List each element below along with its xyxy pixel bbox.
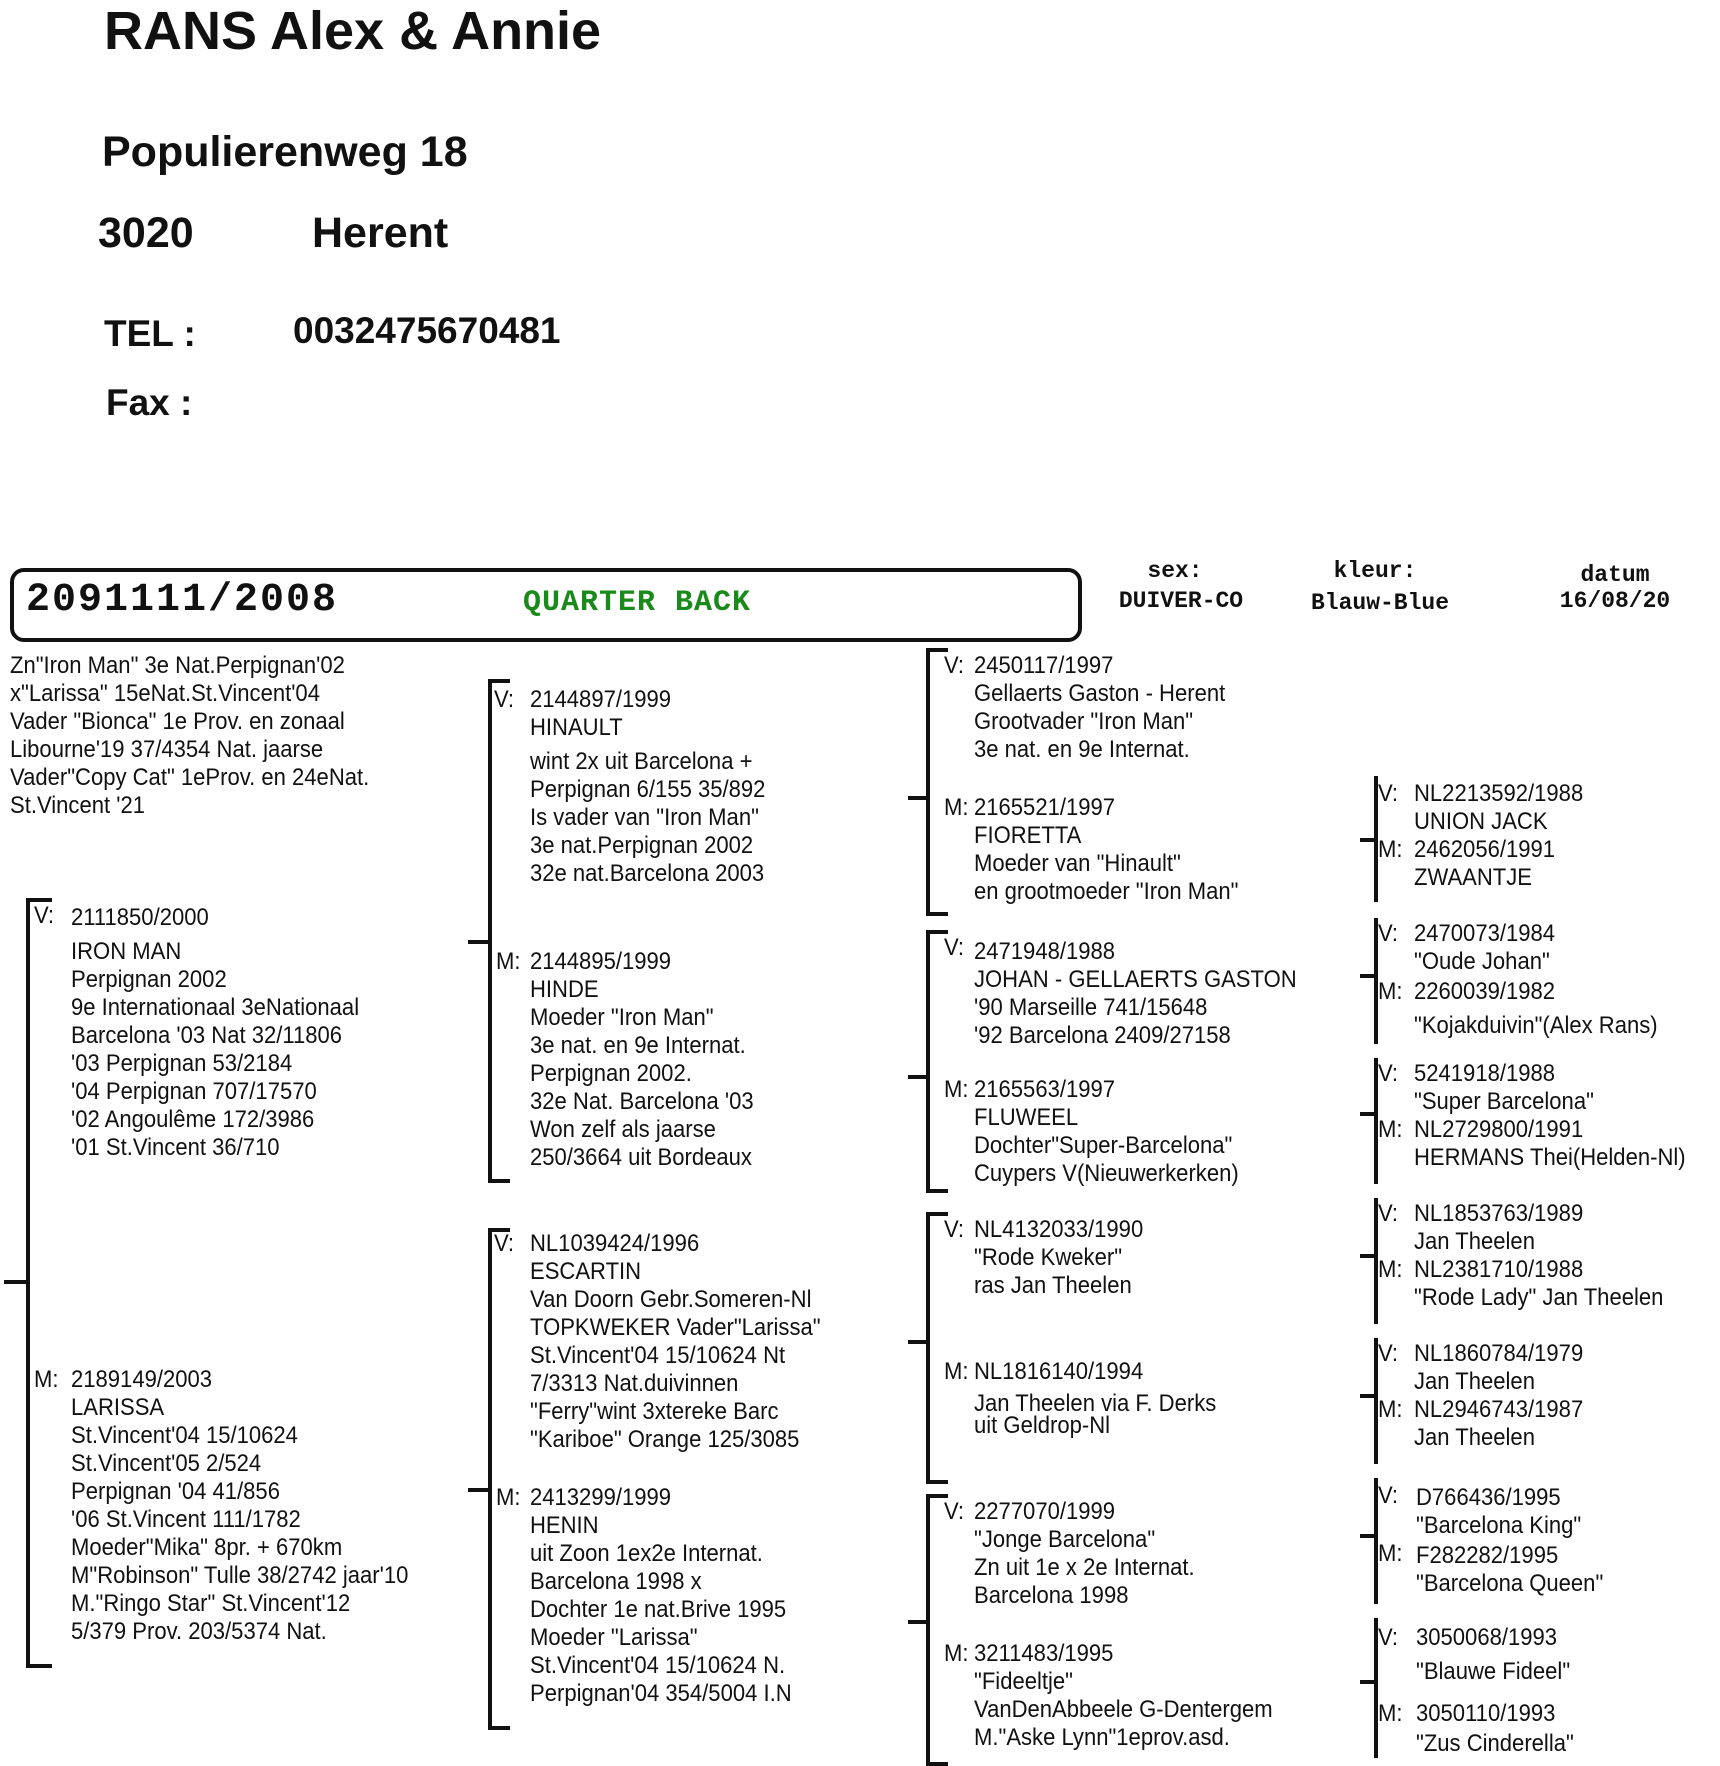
g3-ring: 3211483/1995: [974, 1640, 1114, 1667]
g2-line: Is vader van "Iron Man": [530, 804, 759, 831]
bracket-g3-3: [926, 1212, 948, 1484]
g2-line: 32e nat.Barcelona 2003: [530, 860, 765, 887]
g1-sire-line: '02 Angoulême 172/3986: [71, 1106, 315, 1133]
g4-line: UNION JACK: [1414, 808, 1548, 835]
g2-line: Barcelona 1998 x: [530, 1568, 702, 1595]
tel-number: 0032475670481: [293, 310, 561, 351]
g3-line: FLUWEEL: [974, 1104, 1079, 1131]
g3-ring: 2450117/1997: [974, 652, 1114, 679]
g4-tag: V:: [1378, 920, 1399, 947]
g4-tag: V:: [1378, 780, 1399, 807]
g1-dam-line: M"Robinson" Tulle 38/2742 jaar'10: [71, 1562, 409, 1589]
g4-tag: V:: [1378, 1624, 1399, 1651]
g4-entry: [1414, 1060, 1594, 1116]
g4-entry: [1414, 836, 1555, 892]
g4-line: ZWAANTJE: [1414, 864, 1533, 891]
note-line: Vader"Copy Cat" 1eProv. en 24eNat.: [10, 764, 370, 791]
tick-g3-3: [908, 1340, 928, 1344]
g3-line: 3e nat. en 9e Internat.: [974, 736, 1190, 763]
tick-g4-5: [1360, 1394, 1376, 1398]
g3-tag: M:: [944, 1640, 969, 1667]
note-line: x"Larissa" 15eNat.St.Vincent'04: [10, 680, 320, 707]
g1-sire-line: Barcelona '03 Nat 32/11806: [71, 1022, 343, 1049]
fax-label: Fax :: [106, 382, 193, 423]
tick-root: [4, 1280, 30, 1284]
g3-line: Moeder van "Hinault": [974, 850, 1181, 877]
g3-ring: 2471948/1988: [974, 938, 1116, 965]
g3-line: Dochter"Super-Barcelona": [974, 1132, 1233, 1159]
g3-ring: NL4132033/1990: [974, 1216, 1144, 1243]
g2-line: TOPKWEKER Vader"Larissa": [530, 1314, 821, 1341]
g4-line: "Oude Johan": [1414, 948, 1550, 975]
g2-entry: [530, 1230, 821, 1454]
g1-sire-line: '03 Perpignan 53/2184: [71, 1050, 293, 1077]
tick-g4-1: [1360, 838, 1376, 842]
g2-line: Dochter 1e nat.Brive 1995: [530, 1596, 787, 1623]
g2-tag: M:: [496, 948, 521, 975]
g4-ring: 2462056/1991: [1414, 836, 1556, 863]
g4-tag: M:: [1378, 836, 1403, 863]
g4-tag: V:: [1378, 1482, 1399, 1509]
g4-entry: [1414, 1256, 1663, 1312]
color-value: Blauw-Blue: [1310, 590, 1450, 616]
g3-line: uit Geldrop-Nl: [974, 1412, 1111, 1439]
g3-ring: 2165521/1997: [974, 794, 1116, 821]
g3-line: FIORETTA: [974, 822, 1082, 849]
tick-g3-4: [908, 1620, 928, 1624]
g3-tag: M:: [944, 1076, 969, 1103]
tick-g4-2: [1360, 974, 1376, 978]
g3-line: Cuypers V(Nieuwerkerken): [974, 1160, 1239, 1187]
g2-entry: [530, 948, 754, 1172]
g4-entry: [1416, 1542, 1603, 1598]
g2-line: 250/3664 uit Bordeaux: [530, 1144, 752, 1171]
g4-line: "Barcelona Queen": [1416, 1570, 1604, 1597]
g3-entry: [974, 1076, 1239, 1188]
g4-ring: 3050110/1993: [1416, 1700, 1556, 1727]
notes: [10, 652, 369, 820]
g3-entry: [974, 1358, 1216, 1440]
g3-tag: V:: [944, 652, 965, 679]
bracket-g3-2: [926, 930, 948, 1193]
tick-g3-2: [908, 1075, 928, 1079]
g2-line: "Kariboe" Orange 125/3085: [530, 1426, 800, 1453]
sex-label: sex:: [1147, 558, 1203, 584]
g1-dam: [71, 1366, 408, 1646]
g2-line: 3e nat. en 9e Internat.: [530, 1032, 746, 1059]
g3-line: Grootvader "Iron Man": [974, 708, 1194, 735]
g4-tag: M:: [1378, 1256, 1403, 1283]
bracket-g2-sire: [488, 679, 510, 1183]
g3-line: '90 Marseille 741/15648: [974, 994, 1208, 1021]
g1-dam-line: 5/379 Prov. 203/5374 Nat.: [71, 1618, 327, 1645]
g3-entry: [974, 794, 1238, 906]
g3-line: Gellaerts Gaston - Herent: [974, 680, 1226, 707]
g1-dam-ring: 2189149/2003: [71, 1366, 213, 1393]
g2-line: 7/3313 Nat.duivinnen: [530, 1370, 739, 1397]
bracket-g2-dam: [488, 1228, 510, 1730]
g4-tag: V:: [1378, 1060, 1399, 1087]
g1-sire-ring: 2111850/2000: [71, 904, 209, 931]
g4-ring: D766436/1995: [1416, 1484, 1561, 1511]
color-label: kleur:: [1333, 558, 1417, 584]
note-line: Zn"Iron Man" 3e Nat.Perpignan'02: [10, 652, 345, 679]
g3-line: "Fideeltje": [974, 1668, 1073, 1695]
g4-ring: 3050068/1993: [1416, 1624, 1558, 1651]
g3-ring: 2277070/1999: [974, 1498, 1116, 1525]
g3-line: "Rode Kweker": [974, 1244, 1123, 1271]
tick-g3-1: [908, 796, 928, 800]
g3-line: Barcelona 1998: [974, 1582, 1129, 1609]
g4-ring: 2260039/1982: [1414, 978, 1556, 1005]
g2-ring: 2144895/1999: [530, 948, 672, 975]
g2-tag: V:: [494, 686, 515, 713]
g2-line: Moeder "Larissa": [530, 1624, 698, 1651]
g3-tag: M:: [944, 1358, 969, 1385]
tick-g4-4: [1360, 1254, 1376, 1258]
g2-line: ESCARTIN: [530, 1258, 642, 1285]
g4-line: "Kojakduivin"(Alex Rans): [1414, 1012, 1658, 1039]
g4-line: "Blauwe Fideel": [1416, 1658, 1571, 1685]
g3-ring: NL1816140/1994: [974, 1358, 1144, 1385]
g3-entry: [974, 652, 1225, 764]
owner-street: Populierenweg 18: [102, 128, 468, 176]
g1-dam-line: St.Vincent'04 15/10624: [71, 1422, 298, 1449]
g3-tag: V:: [944, 934, 965, 961]
g1-sire: [71, 904, 359, 1162]
g3-line: Jan Theelen via F. Derks: [974, 1390, 1217, 1417]
g4-line: "Zus Cinderella": [1416, 1730, 1574, 1757]
g4-entry: [1414, 1200, 1583, 1256]
g1-sire-line: Perpignan 2002: [71, 966, 227, 993]
g4-tag: M:: [1378, 1396, 1403, 1423]
note-line: St.Vincent '21: [10, 792, 145, 819]
g1-dam-line: St.Vincent'05 2/524: [71, 1450, 262, 1477]
g2-ring: NL1039424/1996: [530, 1230, 700, 1257]
g3-line: VanDenAbbeele G-Dentergem: [974, 1696, 1273, 1723]
owner-city: Herent: [312, 209, 449, 257]
g3-line: '92 Barcelona 2409/27158: [974, 1022, 1231, 1049]
g4-tag: M:: [1378, 1116, 1403, 1143]
g4-ring: 2470073/1984: [1414, 920, 1556, 947]
g4-entry: [1416, 1484, 1581, 1540]
tick-g2-dam: [468, 1488, 490, 1492]
g3-entry: [974, 938, 1297, 1050]
tick-g4-3: [1360, 1112, 1376, 1116]
g2-line: uit Zoon 1ex2e Internat.: [530, 1540, 763, 1567]
g4-line: "Super Barcelona": [1414, 1088, 1594, 1115]
g1-dam-line: Moeder"Mika" 8pr. + 670km: [71, 1534, 343, 1561]
g3-ring: 2165563/1997: [974, 1076, 1116, 1103]
g4-ring: NL2381710/1988: [1414, 1256, 1584, 1283]
g2-entry: [530, 1484, 792, 1708]
g4-ring: F282282/1995: [1416, 1542, 1559, 1569]
g1-sire-tag: V:: [34, 902, 55, 929]
g1-dam-line: LARISSA: [71, 1394, 165, 1421]
g4-ring: NL1853763/1989: [1414, 1200, 1584, 1227]
g4-line: "Barcelona King": [1416, 1512, 1582, 1539]
g2-line: Van Doorn Gebr.Someren-Nl: [530, 1286, 812, 1313]
owner-postcode: 3020: [98, 209, 194, 257]
g4-entry: [1414, 1340, 1583, 1396]
g1-dam-line: '06 St.Vincent 111/1782: [71, 1506, 301, 1533]
g2-line: HINDE: [530, 976, 599, 1003]
g3-line: en grootmoeder "Iron Man": [974, 878, 1239, 905]
g3-line: "Jonge Barcelona": [974, 1526, 1156, 1553]
g4-tag: V:: [1378, 1200, 1399, 1227]
g3-entry: [974, 1640, 1273, 1752]
g3-line: M."Aske Lynn"1eprov.asd.: [974, 1724, 1230, 1751]
g2-line: 3e nat.Perpignan 2002: [530, 832, 754, 859]
g4-line: Jan Theelen: [1414, 1228, 1535, 1255]
note-line: Vader "Bionca" 1e Prov. en zonaal: [10, 708, 345, 735]
owner-name: RANS Alex & Annie: [104, 1, 602, 61]
g4-line: HERMANS Thei(Helden-Nl): [1414, 1144, 1686, 1171]
g1-sire-line: IRON MAN: [71, 938, 182, 965]
g3-tag: V:: [944, 1498, 965, 1525]
g4-line: "Rode Lady" Jan Theelen: [1414, 1284, 1664, 1311]
tel-label: TEL :: [104, 313, 196, 354]
g4-line: Jan Theelen: [1414, 1368, 1535, 1395]
bird-name: QUARTER BACK: [523, 586, 752, 620]
g1-dam-tag: M:: [34, 1366, 59, 1393]
g4-ring: NL1860784/1979: [1414, 1340, 1584, 1367]
g1-sire-line: 9e Internationaal 3eNationaal: [71, 994, 360, 1021]
g2-line: HINAULT: [530, 714, 623, 741]
g4-tag: V:: [1378, 1340, 1399, 1367]
g2-line: Perpignan 6/155 35/892: [530, 776, 766, 803]
g2-line: Perpignan 2002.: [530, 1060, 692, 1087]
sex-value: DUIVER-CO: [1118, 588, 1244, 614]
g2-line: Won zelf als jaarse: [530, 1116, 716, 1143]
tick-g2-sire: [468, 940, 490, 944]
g2-line: "Ferry"wint 3xtereke Barc: [530, 1398, 779, 1425]
g3-tag: V:: [944, 1216, 965, 1243]
note-line: Libourne'19 37/4354 Nat. jaarse: [10, 736, 324, 763]
bracket-g3-1: [926, 648, 948, 916]
g2-line: wint 2x uit Barcelona +: [530, 748, 753, 775]
g3-line: JOHAN - GELLAERTS GASTON: [974, 966, 1297, 993]
g3-entry: [974, 1216, 1143, 1300]
g2-line: HENIN: [530, 1512, 599, 1539]
g1-sire-line: '01 St.Vincent 36/710: [71, 1134, 280, 1161]
g2-entry: [530, 686, 765, 888]
g3-line: Zn uit 1e x 2e Internat.: [974, 1554, 1195, 1581]
g3-line: ras Jan Theelen: [974, 1272, 1132, 1299]
g1-dam-line: Perpignan '04 41/856: [71, 1478, 280, 1505]
g1-dam-line: M."Ringo Star" St.Vincent'12: [71, 1590, 351, 1617]
g4-entry: [1414, 920, 1555, 976]
date-label: datum: [1580, 562, 1650, 588]
g4-entry: [1416, 1700, 1574, 1758]
g2-line: 32e Nat. Barcelona '03: [530, 1088, 754, 1115]
g4-entry: [1414, 1116, 1686, 1172]
bird-ring: 2091111/2008: [26, 578, 339, 623]
g1-sire-line: '04 Perpignan 707/17570: [71, 1078, 317, 1105]
g4-tag: M:: [1378, 978, 1403, 1005]
g4-entry: [1414, 1396, 1583, 1452]
g4-ring: NL2213592/1988: [1414, 780, 1584, 807]
g4-tag: M:: [1378, 1540, 1403, 1567]
g4-line: Jan Theelen: [1414, 1424, 1535, 1451]
date-value: 16/08/20: [1559, 588, 1671, 614]
g3-entry: [974, 1498, 1195, 1610]
g2-tag: V:: [494, 1230, 515, 1257]
g3-tag: M:: [944, 794, 969, 821]
tick-g4-6: [1360, 1534, 1376, 1538]
g4-entry: [1414, 780, 1583, 836]
g2-line: St.Vincent'04 15/10624 N.: [530, 1652, 786, 1679]
g2-line: St.Vincent'04 15/10624 Nt: [530, 1342, 786, 1369]
g2-tag: M:: [496, 1484, 521, 1511]
g4-tag: M:: [1378, 1700, 1403, 1727]
tick-g4-7: [1360, 1680, 1376, 1684]
g2-ring: 2144897/1999: [530, 686, 672, 713]
g2-ring: 2413299/1999: [530, 1484, 672, 1511]
g4-entry: [1414, 978, 1658, 1040]
g4-ring: NL2946743/1987: [1414, 1396, 1584, 1423]
g4-entry: [1416, 1624, 1570, 1686]
g2-line: Perpignan'04 354/5004 I.N: [530, 1680, 792, 1707]
g4-ring: NL2729800/1991: [1414, 1116, 1584, 1143]
g4-ring: 5241918/1988: [1414, 1060, 1556, 1087]
g2-line: Moeder "Iron Man": [530, 1004, 714, 1031]
bracket-g3-4: [926, 1494, 948, 1766]
